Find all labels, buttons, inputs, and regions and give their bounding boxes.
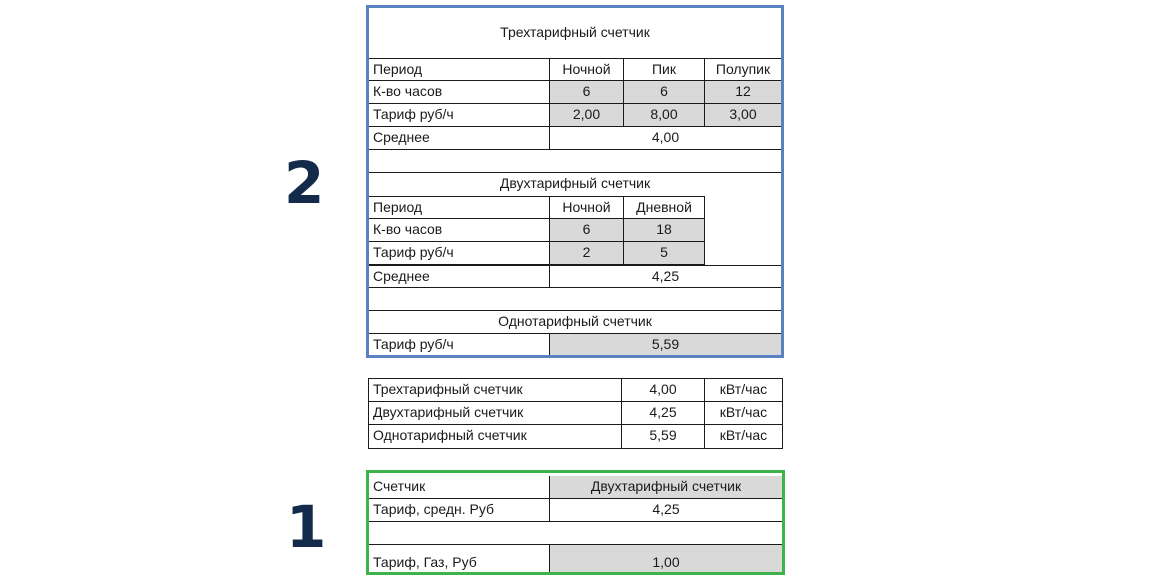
summary-row-3-name: Однотарифный счетчик xyxy=(368,425,622,449)
summary-row-2-name: Двухтарифный счетчик xyxy=(368,402,622,425)
three-tariff-label: Тариф руб/ч xyxy=(369,104,550,127)
three-hours-peak[interactable]: 6 xyxy=(624,81,705,104)
three-hours-night[interactable]: 6 xyxy=(550,81,624,104)
three-avg-value: 4,00 xyxy=(550,127,781,150)
three-hours-label: К-во часов xyxy=(369,81,550,104)
three-tariff-halfpeak[interactable]: 3,00 xyxy=(705,104,781,127)
two-hours-label: К-во часов xyxy=(369,219,550,242)
two-tariff-title: Двухтарифный счетчик xyxy=(499,175,651,191)
one-tariff-title: Однотарифный счетчик xyxy=(369,311,781,334)
two-hours-night[interactable]: 6 xyxy=(550,219,624,242)
three-avg-label: Среднее xyxy=(369,127,550,150)
two-avg-value: 4,25 xyxy=(550,265,781,288)
summary-row-3-value: 5,59 xyxy=(622,425,705,449)
two-tariff-night[interactable]: 2 xyxy=(550,242,624,265)
three-tariff-night[interactable]: 2,00 xyxy=(550,104,624,127)
one-tariff-label: Тариф руб/ч xyxy=(369,334,550,355)
summary-row-1-name: Трехтарифный счетчик xyxy=(368,378,622,402)
spacer-row xyxy=(369,150,781,173)
two-col-day: Дневной xyxy=(624,196,705,219)
three-col-night: Ночной xyxy=(550,58,624,81)
two-period-label: Период xyxy=(369,196,550,219)
callout-number-2: 2 xyxy=(284,149,325,217)
avg-tariff-value: 4,25 xyxy=(550,499,782,522)
meter-selection-panel xyxy=(366,470,785,575)
two-col-night: Ночной xyxy=(550,196,624,219)
tariff-tables-panel xyxy=(366,5,784,358)
two-tariff-label: Тариф руб/ч xyxy=(369,242,550,265)
gas-tariff-label: Тариф, Газ, Руб xyxy=(369,545,550,572)
three-tariff-peak[interactable]: 8,00 xyxy=(624,104,705,127)
summary-row-3-unit: кВт/час xyxy=(705,425,783,449)
two-tariff-day[interactable]: 5 xyxy=(624,242,705,265)
summary-row-1-value: 4,00 xyxy=(622,378,705,402)
summary-table xyxy=(368,378,783,450)
three-hours-halfpeak[interactable]: 12 xyxy=(705,81,781,104)
two-avg-label: Среднее xyxy=(369,265,550,288)
spacer-row xyxy=(369,522,782,545)
summary-row-1-unit: кВт/час xyxy=(705,378,783,402)
avg-tariff-label: Тариф, средн. Руб xyxy=(369,499,550,522)
three-col-peak: Пик xyxy=(624,58,705,81)
gas-tariff-input[interactable]: 1,00 xyxy=(550,545,782,572)
meter-select[interactable]: Двухтарифный счетчик xyxy=(550,476,782,499)
three-col-halfpeak: Полупик xyxy=(705,58,781,81)
meter-label: Счетчик xyxy=(369,476,550,499)
three-tariff-title: Трехтарифный счетчик xyxy=(500,24,650,40)
spacer-row xyxy=(369,288,781,311)
summary-row-2-unit: кВт/час xyxy=(705,402,783,425)
two-hours-day[interactable]: 18 xyxy=(624,219,705,242)
callout-number-1: 1 xyxy=(286,493,327,561)
summary-row-2-value: 4,25 xyxy=(622,402,705,425)
one-tariff-value[interactable]: 5,59 xyxy=(550,334,781,355)
three-period-label: Период xyxy=(369,58,550,81)
